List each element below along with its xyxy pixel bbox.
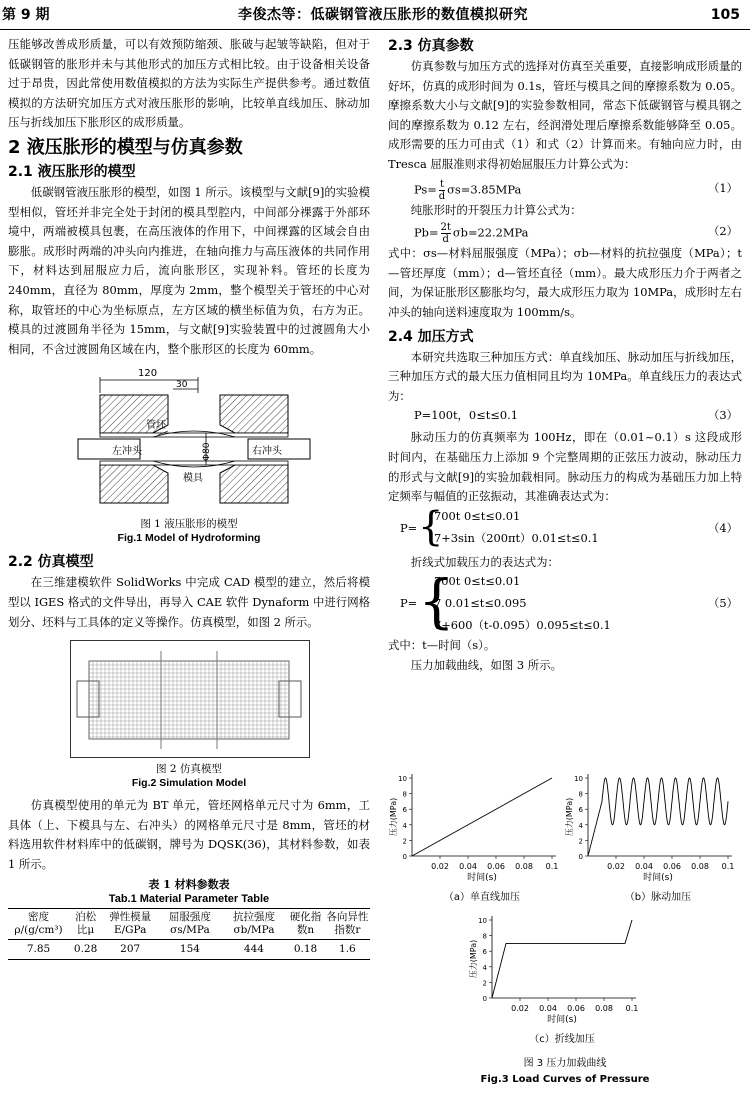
x-tick-label: 0.06	[663, 862, 681, 871]
section-2-3-text-c: 式中：σs—材料屈服强度（MPa）；σb—材料的抗拉强度（MPa）；t—管坯厚度（mm）；d—管坯直径（mm）。最大成形压力介于两者之间，为保证胀形区膨胀均匀，最大成形压力取为 10MPa，成形时左右冲头的轴向送料速度取为 100mm/s。	[388, 246, 742, 319]
y-tick-label: 8	[578, 790, 583, 799]
eq1-denominator: d	[438, 190, 446, 202]
equation-3	[414, 406, 742, 428]
section-2-heading: 2 液压胀形的模型与仿真参数	[8, 136, 243, 158]
y-tick-label: 2	[578, 837, 583, 846]
section-2-4-text: 本研究共选取三种加压方式：单直线加压、脉动加压与折线加压，三种加压方式的最大压力值相同且均为 10MPa。单直线压力的表达式为：	[388, 349, 742, 403]
y-tick-label: 8	[482, 932, 487, 941]
series-line	[492, 920, 632, 998]
section-2-4-text-c: 折线式加载压力的表达式为：	[410, 554, 559, 569]
eq1-numerator: t	[439, 178, 444, 190]
y-tick-label: 2	[482, 979, 487, 988]
table-header-anisotropy: 各向异性指数r	[325, 909, 370, 940]
table-header-poisson: 泊松比μ	[69, 909, 102, 940]
y-tick-label: 6	[482, 948, 487, 957]
table-header-yield: 屈服强度σs/MPa	[158, 909, 221, 940]
x-tick-label: 0.04	[459, 862, 477, 871]
dim-80-label: Φ80	[202, 442, 212, 462]
subfigure-caption: （b）脉动加压	[624, 892, 692, 903]
y-tick-label: 4	[482, 963, 487, 972]
fig1-caption-cn: 图 1 液压胀形的模型	[140, 518, 238, 531]
left-punch-label: 左冲头	[112, 446, 142, 458]
table-header-density: 密度ρ/(g/cm³)	[8, 909, 69, 940]
eq2-fraction	[441, 222, 451, 245]
y-tick-label: 10	[574, 775, 583, 783]
eq1-number: （1）	[707, 180, 738, 195]
hydroforming-model-drawing	[8, 365, 370, 517]
section-2-1-heading: 2.1 液压胀形的模型	[8, 163, 136, 180]
table-cell: 0.28	[69, 940, 102, 960]
series-line	[412, 778, 552, 856]
eq3-body: P=100t，0≤t≤0.1	[414, 408, 518, 423]
x-tick-label: 0.02	[511, 1004, 529, 1013]
y-axis-title: 压力(MPa)	[389, 797, 398, 837]
fig2-caption-cn: 图 2 仿真模型	[156, 763, 222, 776]
x-tick-label: 0.04	[539, 1004, 557, 1013]
left-column	[8, 35, 370, 960]
eq2-rhs: σb=22.2MPa	[452, 225, 529, 240]
x-tick-label: 0.02	[431, 862, 449, 871]
fig3-caption-cn: 图 3 压力加载曲线	[523, 1058, 607, 1069]
subfigure-caption: （a）单直线加压	[443, 892, 521, 903]
y-tick-label: 0	[578, 853, 583, 861]
section-2-4-text-e: 压力加载曲线，如图 3 所示。	[410, 657, 562, 672]
table-cell: 207	[102, 940, 158, 960]
y-tick-label: 10	[478, 917, 487, 925]
y-tick-label: 4	[402, 821, 407, 830]
x-tick-label: 0.06	[567, 1004, 585, 1013]
table1-caption-en: Tab.1 Material Parameter Table	[108, 893, 270, 906]
section-2-3-text-b: 纯胀形时的开裂压力计算公式为：	[410, 202, 582, 217]
dim-120-label: 120	[138, 368, 158, 380]
eq2-numerator: 2t	[440, 222, 451, 234]
y-tick-label: 10	[398, 775, 407, 783]
x-tick-label: 0.1	[625, 1004, 639, 1013]
table-header-tensile: 抗拉强度σb/MPa	[222, 909, 287, 940]
section-2-4-heading: 2.4 加压方式	[388, 328, 474, 345]
table-cell: 1.6	[325, 940, 370, 960]
x-tick-label: 0.1	[545, 862, 559, 871]
section-2-1-text: 低碳钢管液压胀形的模型，如图 1 所示。该模型与文献[9]的实验模型相似，管坯并非完全处于封闭的模具型腔内，中间部分裸露于外部环境中，两端被模具包裹，在高压液体的作用下，中间裸露的区域会自由膨胀。成形时两端的冲头向内推进，在轴向推力与高压液体的共同作用下，材料达到屈服应力后，流向胀形区，实现补料。管坯的长度为 240mm，直径为 80mm，厚度为 2mm，整个模型关于管坯的中心对称，取管坯的中心为坐标原点，左方区域的横坐标值为负，右方为正。模具的过渡圆角半径为 15mm，与文献[9]实验装置中的过渡圆角大小相同，不含过渡圆角区域在内，整个胀形区的长度为 60mm。	[8, 184, 370, 356]
section-2-4-text-b: 脉动压力的仿真频率为 100Hz，即在（0.01~0.1）s 这段成形时间内，在基础压力上添加 9 个完整周期的正弦压力波动，脉动压力的形式与文献[9]的实验加载相同。脉动压力的构成为基础压力加上特定频率与幅值的正弦振动，其准确表达式为：	[388, 430, 742, 504]
material-parameter-table	[8, 908, 370, 960]
equation-1	[414, 179, 742, 201]
x-axis-title: 时间(s)	[467, 873, 497, 883]
eq4-case-1: 700t 0≤t≤0.01	[434, 508, 521, 523]
y-tick-label: 0	[482, 995, 487, 1003]
eq5-case-1: 700t 0≤t≤0.01	[434, 574, 521, 589]
table-row	[8, 940, 370, 960]
fig3-caption-en: Fig.3 Load Curves of Pressure	[480, 1074, 650, 1085]
dim-30-label: 30	[176, 380, 188, 391]
fig2-caption-en: Fig.2 Simulation Model	[131, 777, 247, 790]
right-column	[388, 35, 742, 675]
equation-4: P= { 700t 0≤t≤0.01 7+3sin（200πt）0.01≤t≤0.1 （4）	[400, 503, 738, 550]
x-tick-label: 0.06	[487, 862, 505, 871]
x-axis-title: 时间(s)	[643, 873, 673, 883]
eq1-fraction	[439, 179, 445, 202]
table-cell: 0.18	[286, 940, 324, 960]
table-cell: 154	[158, 940, 221, 960]
figure-3	[388, 770, 742, 1095]
figure-2-mesh	[70, 640, 310, 758]
x-tick-label: 0.04	[635, 862, 653, 871]
eq1-lhs: Ps=	[414, 182, 437, 197]
tube-label: 管坯	[146, 420, 166, 432]
equation-5: P= { 700t 0≤t≤0.01 7 0.01≤t≤0.095 7+600（t-0.095）0.095≤t≤0.1 （5）	[400, 567, 738, 636]
right-punch-label: 右冲头	[252, 446, 282, 458]
section-2-2-text: 在三维建模软件 SolidWorks 中完成 CAD 模型的建立，然后将模型以 IGES 格式的文件导出，再导入 CAE 软件 Dynaform 中进行网格划分、坯料与工具体的定义等操作。仿真模型，如图 2 所示。	[8, 575, 370, 629]
table1-caption-cn: 表 1 材料参数表	[148, 878, 230, 892]
simulation-model-mesh	[71, 641, 309, 757]
eq2-denominator: d	[442, 234, 449, 246]
page-number: 105	[710, 7, 740, 23]
pressure-load-curves	[388, 770, 742, 1095]
x-tick-label: 0.02	[607, 862, 625, 871]
y-tick-label: 2	[402, 837, 407, 846]
y-axis-title: 压力(MPa)	[565, 797, 574, 837]
equation-2	[414, 222, 742, 244]
y-tick-label: 8	[402, 790, 407, 799]
x-axis-title: 时间(s)	[547, 1015, 577, 1025]
section-2-3-text: 仿真参数与加压方式的选择对仿真至关重要，直接影响成形质量的好坏，仿真的成形时间为 0.1s，管坯与模具之间的摩擦系数为 0.05。摩擦系数大小与文献[9]的实验参数相同，常态下低碳钢管与模具钢之间的摩擦系数为 0.12 左右，经润滑处理后摩擦系数能够降至 0.05。成形需要的压力可由式（1）和式（2）计算而来。有轴向应力时，由 Tresca 屈服准则求得初始屈服压力计算公式为：	[388, 59, 742, 171]
x-tick-label: 0.08	[691, 862, 709, 871]
intro-paragraph: 压能够改善成形质量，可以有效预防缩颈、胀破与起皱等缺陷，但对于低碳钢管的胀形并未与其他形式的加压方式相比较。由于设备相关设备过于昂贵，因此常使用数值模拟的方法为实际生产提供参考。通过数值模拟的方法研究加压方式对液压胀形的影响，比较单直线加压、脉动加压与折线加压下胀形区的成形质量。	[8, 37, 370, 130]
fig1-caption-en: Fig.1 Model of Hydroforming	[117, 532, 261, 545]
table-header-hardening: 硬化指数n	[286, 909, 324, 940]
eq4-case-2: 7+3sin（200πt）0.01≤t≤0.1	[434, 530, 599, 545]
eq4-number: （4）	[707, 520, 738, 535]
figure-1	[8, 365, 370, 517]
eq5-number: （5）	[707, 596, 738, 611]
eq5-case-3: 7+600（t-0.095）0.095≤t≤0.1	[434, 618, 611, 633]
section-2-3-heading: 2.3 仿真参数	[388, 38, 474, 54]
table-cell: 7.85	[8, 940, 69, 960]
y-tick-label: 4	[578, 821, 583, 830]
x-tick-label: 0.1	[721, 862, 735, 871]
x-tick-label: 0.08	[595, 1004, 613, 1013]
table-header-row	[8, 909, 370, 940]
eq5-case-2: 7 0.01≤t≤0.095	[434, 596, 527, 611]
section-2-4-text-d: 式中：t—时间（s）。	[388, 638, 496, 653]
y-tick-label: 0	[402, 853, 407, 861]
x-tick-label: 0.08	[515, 862, 533, 871]
y-axis-title: 压力(MPa)	[469, 939, 478, 979]
y-tick-label: 6	[402, 806, 407, 815]
eq2-lhs: Pb=	[414, 225, 439, 240]
eq3-number: （3）	[707, 408, 738, 423]
die-label: 模具	[183, 473, 203, 485]
running-title: 李俊杰等：低碳钢管液压胀形的数值模拟研究	[238, 7, 528, 23]
issue-number: 第 9 期	[2, 7, 50, 23]
y-tick-label: 6	[578, 806, 583, 815]
eq1-rhs: σs=3.85MPa	[447, 182, 522, 197]
section-2-2-text-b: 仿真模型使用的单元为 BT 单元，管坯网格单元尺寸为 6mm，工具体（上、下模具与左、右冲头）的网格单元尺寸是 8mm，管坯的材料选用软件材料库中的低碳钢，牌号为 DQSK(36)，其材料参数，如表 1 所示。	[8, 798, 370, 871]
subfigure-caption: （c）折线加压	[529, 1034, 595, 1045]
series-line	[588, 778, 728, 856]
section-2-2-heading: 2.2 仿真模型	[8, 554, 94, 571]
table-cell: 444	[222, 940, 287, 960]
table-header-modulus: 弹性模量E/GPa	[102, 909, 158, 940]
eq2-number: （2）	[707, 224, 738, 239]
running-header	[0, 0, 750, 30]
